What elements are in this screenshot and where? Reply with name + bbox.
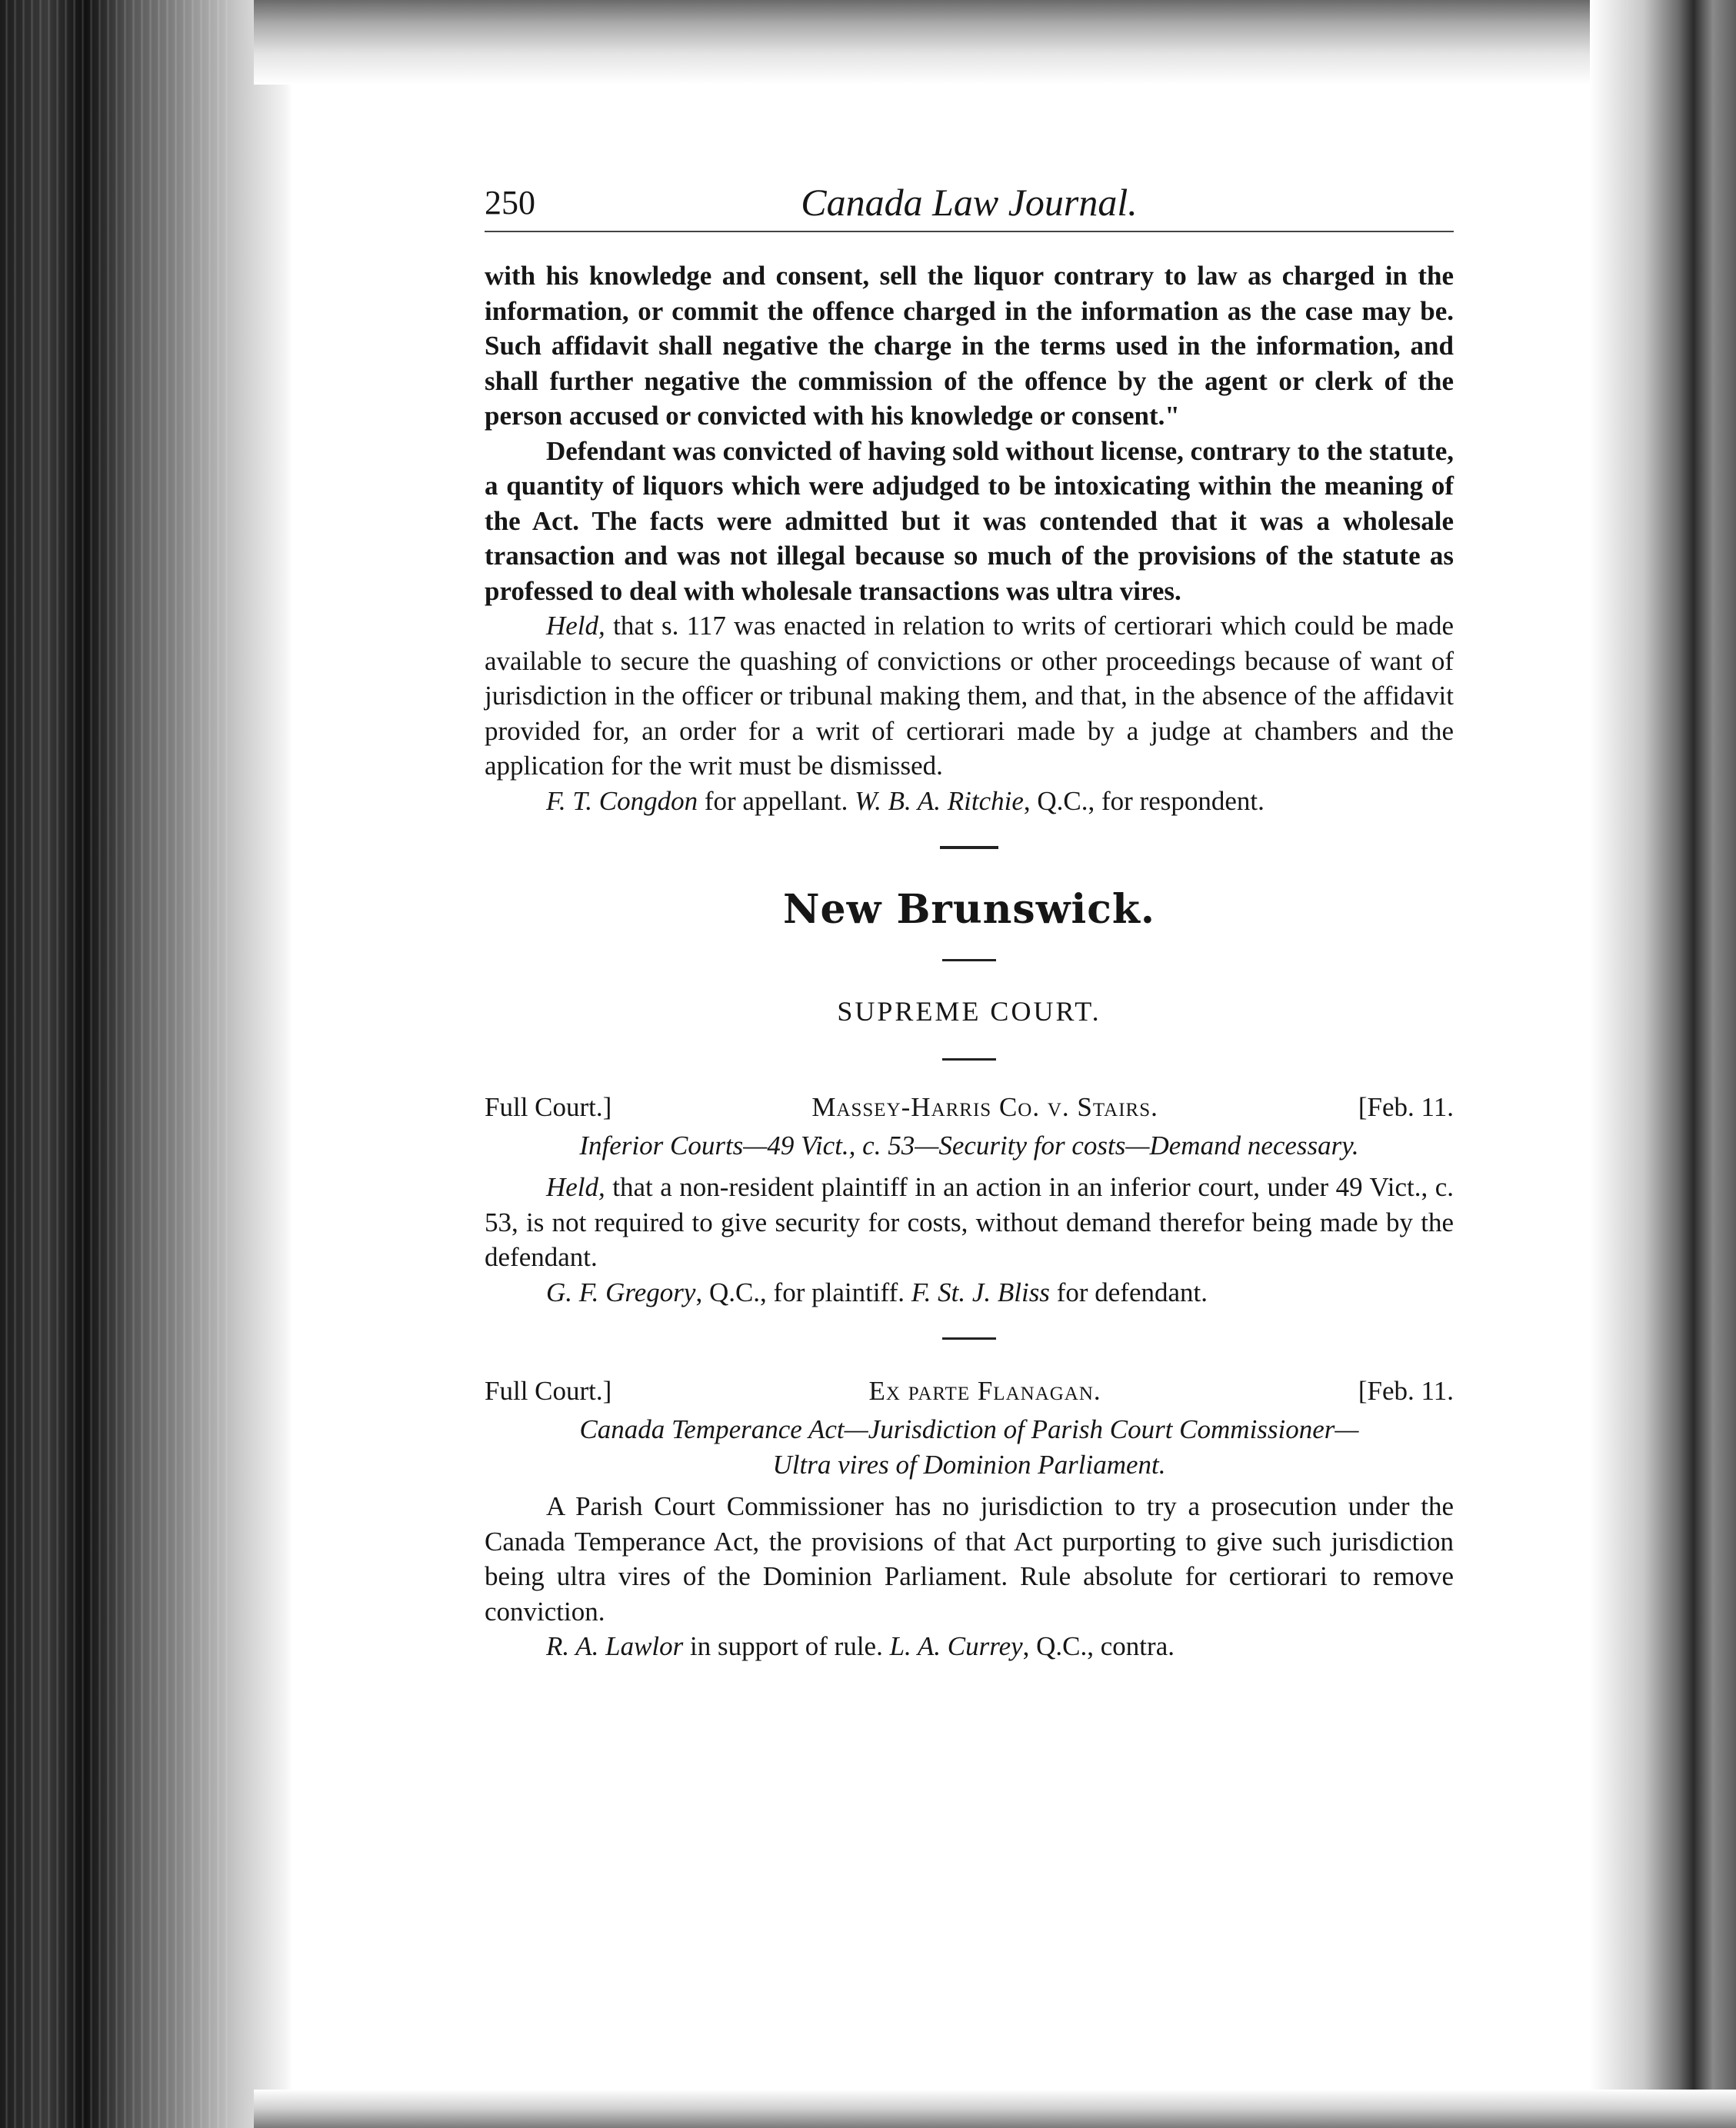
counsel-line — [485, 1275, 1454, 1310]
section-divider — [940, 846, 998, 849]
page-number: 250 — [485, 184, 535, 221]
facts-paragraph: Defendant was convicted of having sold without license, contrary to the statute, a quantity of liquors which were adjudged to be intoxicating within the meaning of the Act. The facts were admitted but it was contended that it was a wholesale transaction and was not illegal because so much of the provisions of the statute as professed to deal with wholesale transactions was ultra vires. — [485, 435, 1454, 606]
holding-text: that s. 117 was enacted in relation to writs of certiorari which could be made available to secure the quashing of convictions or other proceedings because of want of jurisdiction in the officer or tribunal making them, and that, in the absence of the affidavit provided for, an order for a writ of certiorari made by a judge at chambers and the application for the writ must be dismissed. — [485, 611, 1454, 781]
counsel-role-contra: , Q.C., contra. — [1022, 1631, 1175, 1661]
counsel-name-defendant: F. St. J. Bliss — [911, 1277, 1050, 1307]
holding-paragraph — [485, 608, 1454, 784]
scan-edge-right — [1590, 0, 1736, 2128]
counsel-role-plaintiff: , Q.C., for plaintiff. — [695, 1277, 911, 1307]
counsel-role-support: in support of rule. — [683, 1631, 890, 1661]
counsel-line — [485, 1629, 1454, 1664]
counsel-name-appellant: F. T. Congdon — [546, 785, 698, 816]
case-subject: Inferior Courts—49 Vict., c. 53—Security for costs—Demand necessary. — [579, 1131, 1359, 1161]
case-date: [Feb. 11. — [1358, 1376, 1454, 1406]
case-subject-line-2: Ultra vires of Dominion Parliament. — [772, 1450, 1166, 1480]
page-header — [485, 177, 1454, 232]
counsel-name-respondent: W. B. A. Ritchie — [855, 785, 1024, 816]
case-ex-parte-flanagan — [485, 1372, 1454, 1664]
court-label: Full Court.] — [485, 1092, 612, 1122]
ruling-paragraph: A Parish Court Commissioner has no jurisdiction to try a prosecution under the Canada Temperance Act, the provisions of that Act purporting to give such jurisdiction being ultra vires of the Dominion Parliament. Rule absolute for certiorari to remove conviction. — [485, 1491, 1454, 1627]
case-subject-line-1: Canada Temperance Act—Jurisdiction of Parish Court Commissioner— — [579, 1414, 1359, 1444]
case-date: [Feb. 11. — [1358, 1092, 1454, 1122]
scan-edge-bottom — [254, 2090, 1736, 2128]
case-name: Massey-Harris Co. v. Stairs. — [811, 1092, 1158, 1122]
court-heading: SUPREME COURT. — [837, 996, 1101, 1027]
holding-paragraph — [485, 1170, 1454, 1275]
case-caption — [485, 1088, 1454, 1127]
scan-gutter-texture — [0, 0, 231, 2128]
continued-case — [485, 258, 1454, 818]
counsel-role-appellant: for appellant. — [698, 785, 855, 816]
holding-text: that a non-resident plaintiff in an action in an inferior court, under 49 Vict., c. 53, is not required to give security for costs, without demand therefor being made by the defendant. — [485, 1172, 1454, 1272]
statute-quote-paragraph: with his knowledge and consent, sell the liquor contrary to law as charged in the information, or commit the offence charged in the information as the case may be. Such affidavit shall negative the charge in the terms used in the information, and shall further negative the commission of the offence by the agent or clerk of the person accused or convicted with his knowledge or consent." — [485, 261, 1454, 431]
running-title: Canada Law Journal. — [801, 181, 1138, 224]
held-word: Held, — [546, 611, 605, 641]
section-divider — [942, 959, 996, 961]
counsel-line — [485, 784, 1454, 819]
scan-edge-top — [254, 0, 1600, 85]
province-heading: New Brunswick. — [782, 886, 1156, 933]
counsel-role-defendant: for defendant. — [1049, 1277, 1208, 1307]
court-label: Full Court.] — [485, 1376, 612, 1406]
held-word: Held, — [546, 1172, 605, 1202]
counsel-name-support: R. A. Lawlor — [546, 1631, 684, 1661]
counsel-name-contra: L. A. Currey — [889, 1631, 1023, 1661]
case-name: Ex parte Flanagan. — [868, 1376, 1101, 1406]
counsel-name-plaintiff: G. F. Gregory — [546, 1277, 696, 1307]
case-massey-harris — [485, 1088, 1454, 1310]
counsel-role-respondent: , Q.C., for respondent. — [1023, 785, 1265, 816]
case-caption — [485, 1372, 1454, 1410]
case-subject — [485, 1412, 1454, 1483]
journal-page — [485, 177, 1454, 1664]
